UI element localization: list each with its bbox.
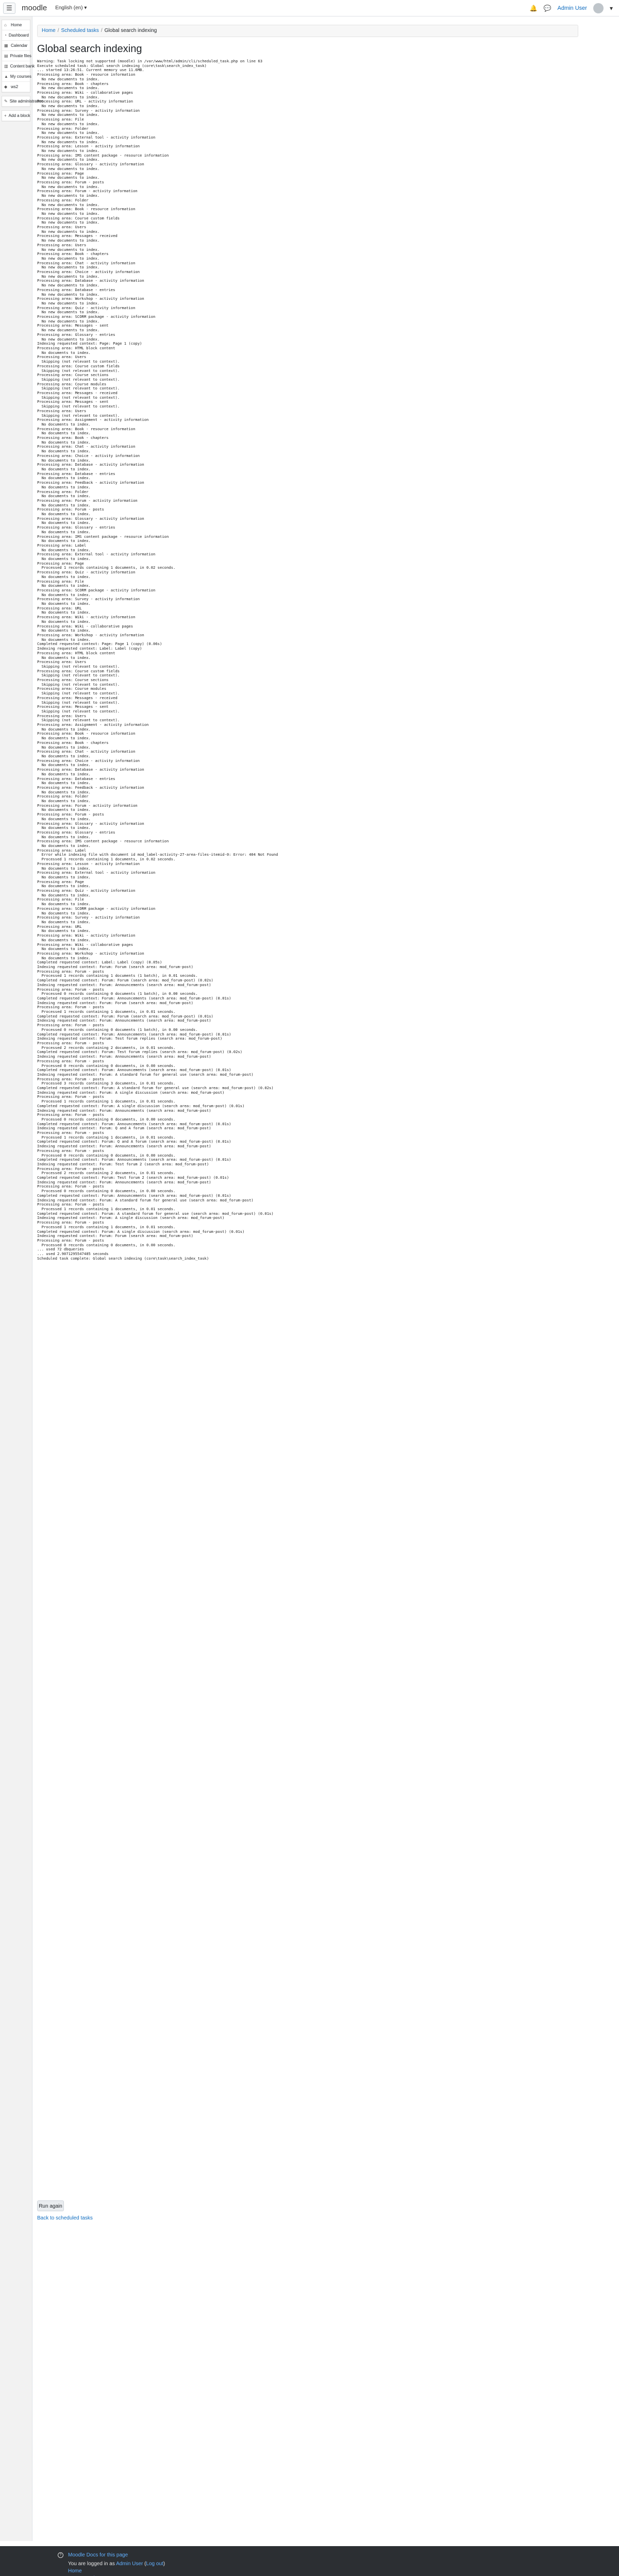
drawer-admin-group bbox=[2, 96, 44, 107]
back-to-scheduled-tasks-link[interactable]: Back to scheduled tasks bbox=[37, 2215, 93, 2221]
drawer-item-my-courses[interactable]: ▲ My courses bbox=[2, 72, 30, 82]
user-area bbox=[530, 3, 613, 13]
course-icon: ◆ bbox=[4, 84, 8, 89]
breadcrumb-home[interactable]: Home bbox=[42, 28, 56, 33]
page-title: Global search indexing bbox=[37, 43, 142, 55]
bell-icon[interactable]: 🔔 bbox=[529, 4, 538, 12]
footer-home-link[interactable]: Home bbox=[68, 2568, 82, 2574]
site-brand[interactable]: moodle bbox=[22, 4, 47, 12]
language-menu[interactable]: English ‎(en)‎ ▾ bbox=[55, 5, 87, 11]
docs-row bbox=[68, 2552, 336, 2558]
run-again-button[interactable]: Run again bbox=[37, 2200, 64, 2211]
chat-icon[interactable]: 💬 bbox=[543, 4, 551, 12]
breadcrumb-scheduled-tasks[interactable]: Scheduled tasks bbox=[61, 28, 99, 33]
content-bank-icon: ▥ bbox=[4, 64, 8, 69]
main-content bbox=[34, 16, 619, 2546]
plus-icon: + bbox=[4, 113, 7, 118]
logout-link[interactable]: Log out bbox=[146, 2561, 163, 2567]
calendar-icon: ▦ bbox=[4, 43, 8, 48]
moodle-docs-link[interactable]: Moodle Docs for this page bbox=[68, 2552, 128, 2558]
dashboard-icon: ◔ bbox=[4, 33, 7, 38]
drawer-item-content-bank[interactable]: ▥ Content bank bbox=[2, 61, 30, 72]
logged-in-user-link[interactable]: Admin User bbox=[116, 2561, 143, 2567]
question-icon: ? bbox=[58, 2552, 63, 2558]
hamburger-icon: ☰ bbox=[6, 4, 12, 12]
drawer-add-block-group bbox=[2, 110, 30, 122]
drawer-main-group bbox=[2, 20, 35, 93]
avatar[interactable] bbox=[593, 3, 604, 13]
file-icon: ▤ bbox=[4, 54, 8, 58]
drawer-item-ws2[interactable]: ◆ ws2 bbox=[2, 82, 30, 92]
logged-in-line: You are logged in as Admin User (Log out) bbox=[68, 2561, 165, 2567]
drawer-item-home[interactable]: ⌂ Home bbox=[2, 20, 30, 30]
home-icon: ⌂ bbox=[4, 23, 7, 27]
task-log-output: Warning: Task locking not supported (moodle) in /var/www/html/admin/cli/scheduled_task.php on line 63 Execute scheduled task: Global search indexing (core\task\search_index_task) ... started 13:26:51. Current memory use 11.6MB. Processing area: Book - resource information No new documents to index. Processing area: Book - chapters No new documents to index. Processing area: Wiki - collaborative pages No new documents to index. Processing area: URL - activity information No new documents to index. Processing area: Survey - activity information No new documents to index. Processing area: File No new documents to index. Processing area: Folder No new documents to index. Processing area: External tool - activity information No new documents to index. Processing area: Lesson - activity information No new documents to index. Processing area: IMS content package - resource information No new documents to index. Processing area: Glossary - activity information No new documents to index. Processing area: Page No new documents to index. Processing area: Forum - posts No new documents to index. Processing area: Forum - activity information No new documents to index. Processing area: Folder No new documents to index. Processing area: Book - resource information No new documents to index. Processing area: Course custom fields No new documents to index. Processing area: Users No new documents to index. Processing area: Messages - received No new documents to index. Processing area: Users No new documents to index. Processing area: Book - chapters No new documents to index. Processing area: Chat - activity information No new documents to index. Processing area: Choice - activity information No new documents to index. Processing area: Database - activity information No new documents to index. Processing area: Database - entries No new documents to index. Processing area: Workshop - activity information No new documents to index. Processing area: Quiz - activity information No new documents to index. Processing area: SCORM package - activity information No new documents to index. Processing area: Messages - sent No new documents to index. Processing area: Glossary - entries No new documents to index. Indexing requested context: Page: Page 1 (copy) Processing area: HTML block content No documents to index. Processing area: Users Skipping (not relevant to context). Processing area: Course custom fields Skipping (not relevant to context). Processing area: Course sections Skipping (not relevant to context). Processing area: Course modules Skipping (not relevant to context). Processing area: Messages - received Skipping (not relevant to context). Processing area: Messages - sent Skipping (not relevant to context). Processing area: Users Skipping (not relevant to context). Processing area: Assignment - activity information No documents to index. Processing area: Book - resource information No documents to index. Processing area: Book - chapters No documents to index. Processing area: Chat - activity information No documents to index. Processing area: Choice - activity information No documents to index. Processing area: Database - activity information No documents to index. Processing area: Database - entries No documents to index. Processing area: Feedback - activity information No documents to index. Processing area: Folder No documents to index. Processing area: Forum - activity information No documents to index. Processing area: Forum - posts No documents to index. Processing area: Glossary - activity information No documents to index. Processing area: Glossary - entries No documents to index. Processing area: IMS content package - resource information No documents to index. Processing area: Label No documents to index. Processing area: External tool - activity information No documents to index. Processing area: Page Processed 1 records containing 1 documents, in 0.02 seconds. Processing area: Quiz - activity information No documents to index. Processing area: File No documents to index. Processing area: SCORM package - activity information No documents to index. Processing area: Survey - activity information No documents to index. Processing area: URL No documents to index. Processing area: Wiki - activity information No documents to index. Processing area: Wiki - collaborative pages No documents to index. Processing area: Workshop - activity information No documents to index. Completed requested context: Page: Page 1 (copy) (0.06s) Indexing requested context: Label: Label (copy) Processing area: HTML block content No documents to index. Processing area: Users Skipping (not relevant to context). Processing area: Course custom fields Skipping (not relevant to context). Processing area: Course sections Skipping (not relevant to context). Processing area: Course modules Skipping (not relevant to context). Processing area: Messages - received Skipping (not relevant to context). Processing area: Messages - sent Skipping (not relevant to context). Processing area: Users Skipping (not relevant to context). Processing area: Assignment - activity information No documents to index. Processing area: Book - resource information No documents to index. Processing area: Book - chapters No documents to index. Processing area: Chat - activity information No documents to index. Processing area: Choice - activity information No documents to index. Processing area: Database - activity information No documents to index. Processing area: Database - entries No documents to index. Processing area: Feedback - activity information No documents to index. Processing area: Folder No documents to index. Processing area: Forum - activity information No documents to index. Processing area: Forum - posts No documents to index. Processing area: Glossary - activity information No documents to index. Processing area: Glossary - entries No documents to index. Processing area: IMS content package - resource information No documents to index. Processing area: Label Error while indexing file with document id mod_label-activity-27-area-files-itemid-0: Error: 404 Not Found Processed 1 records containing 1 documents, in 0.02 seconds. Processing area: Lesson - activity information No documents to index. Processing area: External tool - activity information No documents to index. Processing area: Page No documents to index. Processing area: Quiz - activity information No documents to index. Processing area: File No documents to index. Processing area: SCORM package - activity information No documents to index. Processing area: Survey - activity information No documents to index. Processing area: URL No documents to index. Processing area: Wiki - activity information No documents to index. Processing area: Wiki - collaborative pages No documents to index. Processing area: Workshop - activity information No documents to index. Completed requested context: Label: Label (copy) (0.05s) Indexing requested context: Forum: Forum (search area: mod_forum-post) Processing area: Forum - posts Processed 1 records containing 1 documents (1 batch), in 0.01 seconds. Completed requested context: Forum: Forum (search area: mod_forum-post) (0.02s) Indexing requested context: Forum: Announcements (search area: mod_forum-post) Processing area: Forum - posts Processed 0 records containing 0 documents (1 batch), in 0.00 seconds. Completed requested context: Forum: Announcements (search area: mod_forum-post) (0.01s) Indexing requested context: Forum: Forum (search area: mod_forum-post) Processing area: Forum - posts Processed 1 records containing 1 documents, in 0.01 seconds. Completed requested context: Forum: Forum (search area: mod_forum-post) (0.01s) Indexing requested context: Forum: Announcements (search area: mod_forum-post) Processing area: Forum - posts Processed 0 records containing 0 documents (1 batch), in 0.00 seconds. Completed requested context: Forum: Announcements (search area: mod_forum-post) (0.01s) Indexing requested context: Forum: Test forum replies (search area: mod_forum-post) Processing area: Forum - posts Processed 2 records containing 2 documents, in 0.01 seconds. Completed requested context: Forum: Test forum replies (search area: mod_forum-post) (0.02s) Indexing requested context: Forum: Announcements (search area: mod_forum-post) Processing area: Forum - posts Processed 0 records containing 0 documents, in 0.00 seconds. Completed requested context: Forum: Announcements (search area: mod_forum-post) (0.01s) Indexing requested context: Forum: A standard forum for general use (search area: mod_forum-post) Processing area: Forum - posts Processed 3 records containing 3 documents, in 0.01 seconds. Completed requested context: Forum: A standard forum for general use (search area: mod_forum-post) (0.02s) Indexing requested context: Forum: A single discussion (search area: mod_forum-post) Processing area: Forum - posts Processed 1 records containing 1 documents, in 0.01 seconds. Completed requested context: Forum: A single discussion (search area: mod_forum-post) (0.01s) Indexing requested context: Forum: Announcements (search area: mod_forum-post) Processing area: Forum - posts Processed 0 records containing 0 documents, in 0.00 seconds. Completed requested context: Forum: Announcements (search area: mod_forum-post) (0.01s) Indexing requested context: Forum: Q and A forum (search area: mod_forum-post) Processing area: Forum - posts Processed 1 records containing 1 documents, in 0.01 seconds. Completed requested context: Forum: Q and A forum (search area: mod_forum-post) (0.01s) Indexing requested context: Forum: Announcements (search area: mod_forum-post) Processing area: Forum - posts Processed 0 records containing 0 documents, in 0.00 seconds. Completed requested context: Forum: Announcements (search area: mod_forum-post) (0.01s) Indexing requested context: Forum: Test forum 2 (search area: mod_forum-post) Processing area: Forum - posts Processed 2 records containing 2 documents, in 0.01 seconds. Completed requested context: Forum: Test forum 2 (search area: mod_forum-post) (0.01s) Indexing requested context: Forum: Announcements (search area: mod_forum-post) Processing area: Forum - posts Processed 0 records containing 0 documents, in 0.00 seconds. Completed requested context: Forum: Announcements (search area: mod_forum-post) (0.01s) Indexing requested context: Forum: A standard forum for general use (search area: mod_forum-post) Processing area: Forum - posts Processed 1 records containing 1 documents, in 0.01 seconds. Completed requested context: Forum: A standard forum for general use (search area: mod_forum-post) (0.01s) Indexing requested context: Forum: A single discussion (search area: mod_forum-post) Processing area: Forum - posts Processed 1 records containing 1 documents, in 0.01 seconds. Completed requested context: Forum: A single discussion (search area: mod_forum-post) (0.01s) Indexing requested context: Forum: Forum (search area: mod_forum-post) Processing area: Forum - posts Processed 0 records containing 0 documents, in 0.00 seconds. ... used 72 dbqueries ... used 2.9071295547485 seconds Scheduled task complete: Global search indexing (core\task\search_index_task) bbox=[37, 59, 278, 1261]
breadcrumb-separator: / bbox=[57, 28, 59, 33]
drawer-item-private-files[interactable]: ▤ Private files bbox=[2, 51, 30, 61]
user-name[interactable]: Admin User bbox=[557, 5, 587, 11]
graduation-cap-icon: ▲ bbox=[4, 74, 8, 79]
top-navbar bbox=[0, 0, 619, 16]
drawer-item-add-block[interactable]: + Add a block bbox=[2, 111, 30, 121]
drawer-item-site-administration[interactable]: ✎ Site administration bbox=[2, 96, 30, 107]
action-area bbox=[37, 2200, 619, 2221]
breadcrumb-current: Global search indexing bbox=[104, 28, 157, 33]
caret-down-icon: ▾ bbox=[84, 5, 87, 11]
wrench-icon: ✎ bbox=[4, 99, 8, 104]
page-footer bbox=[0, 2546, 619, 2576]
caret-down-icon[interactable]: ▾ bbox=[609, 4, 613, 12]
breadcrumb bbox=[37, 25, 578, 37]
drawer-toggle-button[interactable] bbox=[3, 3, 15, 14]
drawer-item-dashboard[interactable]: ◔ Dashboard bbox=[2, 30, 30, 41]
drawer-item-calendar[interactable]: ▦ Calendar bbox=[2, 41, 30, 51]
footer-info bbox=[68, 2552, 336, 2576]
nav-drawer bbox=[0, 16, 44, 2541]
breadcrumb-separator: / bbox=[101, 28, 103, 33]
